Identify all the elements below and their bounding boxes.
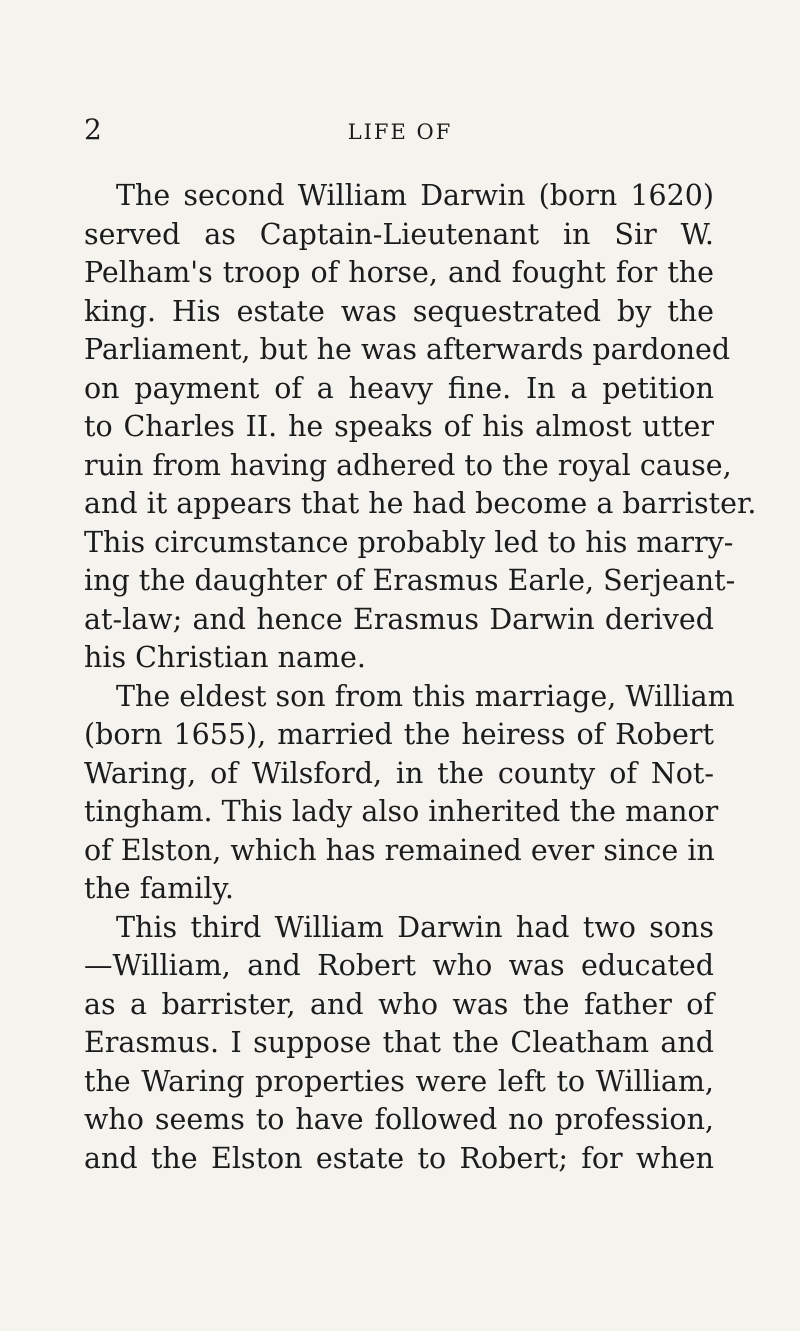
text-line: ing the daughter of Erasmus Earle, Serjeant- <box>84 564 736 597</box>
text-line: This third William Darwin had two sons <box>116 910 714 944</box>
page-header <box>0 113 800 153</box>
text-line: Waring, of Wilsford, in the county of Not- <box>84 756 714 790</box>
text-line: to Charles II. he speaks of his almost utter <box>84 410 714 443</box>
body-text <box>84 177 757 1178</box>
text-line: Erasmus. I suppose that the Cleatham and <box>84 1026 714 1059</box>
text-line: served as Captain-Lieutenant in Sir W. <box>84 217 714 251</box>
text-line: tingham. This lady also inherited the manor <box>84 795 719 828</box>
text-line: and the Elston estate to Robert; for when <box>84 1141 714 1175</box>
text-line: This circumstance probably led to his marry- <box>84 525 734 559</box>
text-line: the family. <box>84 872 234 905</box>
text-line: who seems to have followed no profession, <box>84 1103 714 1136</box>
text-line: ruin from having adhered to the royal cause, <box>84 448 732 482</box>
page-number: 2 <box>84 113 102 146</box>
text-line: The eldest son from this marriage, William <box>116 679 735 713</box>
text-line: his Christian name. <box>84 641 366 674</box>
text-line: at-law; and hence Erasmus Darwin derived <box>84 602 714 636</box>
text-line: of Elston, which has remained ever since in <box>84 833 715 867</box>
text-line: the Waring properties were left to William, <box>84 1064 714 1098</box>
text-line: as a barrister, and who was the father of <box>84 987 714 1021</box>
text-line: The second William Darwin (born 1620) <box>116 179 714 212</box>
text-line: and it appears that he had become a barrister. <box>84 487 757 520</box>
running-head: LIFE OF <box>347 120 453 144</box>
text-line: Pelham's troop of horse, and fought for the <box>84 256 714 289</box>
text-line: —William, and Robert who was educated <box>84 949 714 982</box>
text-line: (born 1655), married the heiress of Robert <box>84 718 714 751</box>
text-line: on payment of a heavy fine. In a petition <box>84 371 714 405</box>
text-line: Parliament, but he was afterwards pardoned <box>84 333 731 366</box>
text-line: king. His estate was sequestrated by the <box>84 294 714 328</box>
